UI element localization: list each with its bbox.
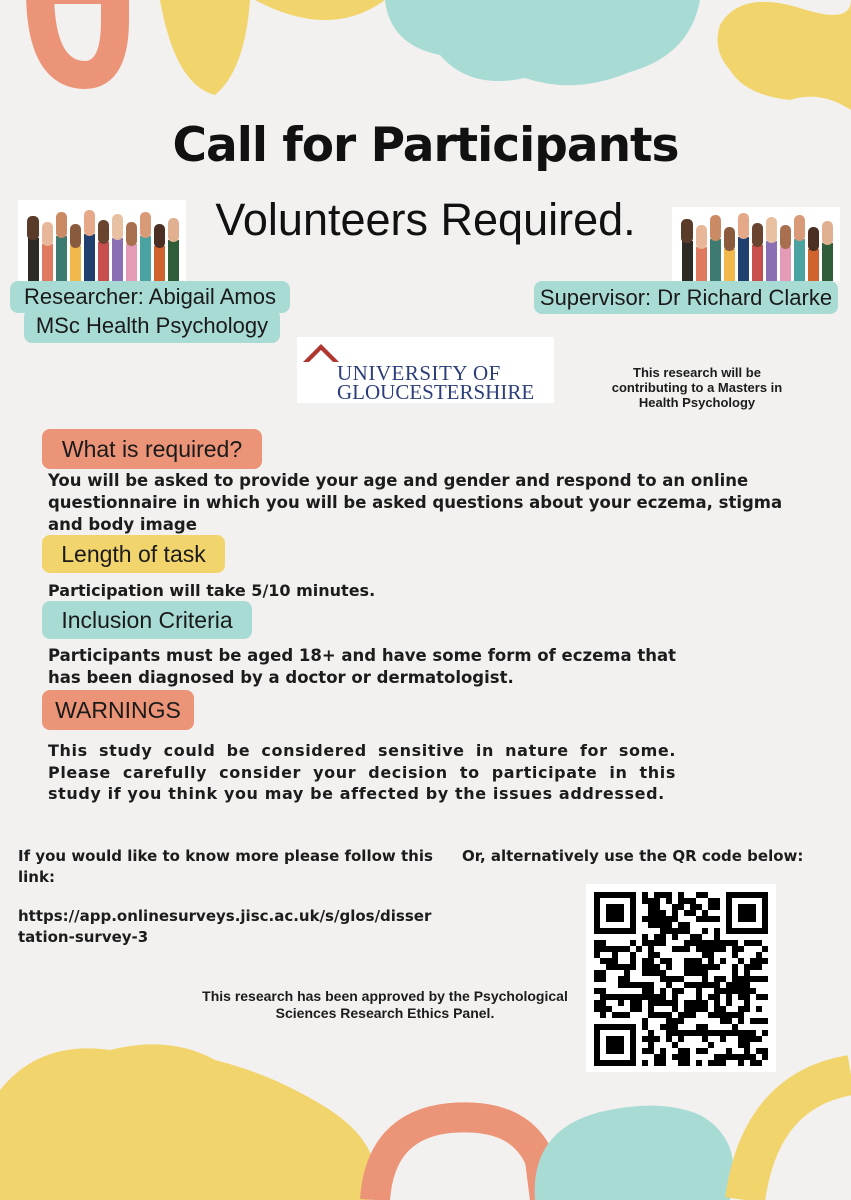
- page-title: Call for Participants: [172, 118, 679, 173]
- heading-length-of-task: Length of task: [42, 535, 225, 573]
- researcher-name: Researcher: Abigail Amos: [10, 281, 290, 313]
- text-what-is-required: You will be asked to provide your age and gender and respond to an online questionnaire in which you will be asked questions about your eczema, stigma and body image: [48, 471, 783, 534]
- salmon-arc-top-left: [40, 0, 115, 75]
- teal-blob-top: [385, 0, 700, 85]
- heading-what-is-required: What is required?: [42, 429, 262, 469]
- yellow-blob-bottom-left: [0, 1044, 375, 1200]
- text-inclusion-criteria: Participants must be aged 18+ and have some form of eczema that has been diagnosed by a doctor or dermatologist.: [48, 646, 677, 687]
- ethics-approval: This research has been approved by the Psychological Sciences Research Ethics Panel.: [202, 988, 568, 1021]
- university-logo: [297, 337, 554, 403]
- logo-text-line1: UNIVERSITY OF: [337, 361, 501, 385]
- survey-link[interactable]: https://app.onlinesurveys.jisc.ac.uk/s/glos/dissertation-survey-3: [18, 907, 432, 946]
- raised-hands-image-left: [18, 200, 186, 282]
- researcher-programme: MSc Health Psychology: [24, 309, 280, 343]
- follow-link-text: If you would like to know more please follow this link:: [18, 847, 433, 886]
- text-length-of-task: Participation will take 5/10 minutes.: [48, 581, 376, 600]
- logo-text-line2: GLOUCESTERSHIRE: [337, 380, 535, 404]
- salmon-arc-bottom: [375, 1117, 545, 1200]
- raised-hands-image-right: [672, 207, 840, 281]
- qr-code[interactable]: [586, 884, 776, 1072]
- qr-code-text: Or, alternatively use the QR code below:: [462, 847, 804, 865]
- page-subtitle: Volunteers Required.: [215, 194, 636, 245]
- text-warnings: This study could be considered sensitive in nature for some. Please carefully consider your decision to participate in this study if you think you may be affected by the issues addressed.: [48, 741, 676, 803]
- heading-inclusion-criteria: Inclusion Criteria: [42, 601, 252, 639]
- qr-code-pattern: [586, 884, 776, 1072]
- logo-roof-icon: [301, 340, 341, 364]
- heading-warnings: WARNINGS: [42, 690, 194, 730]
- yellow-leaf-top: [160, 0, 250, 95]
- yellow-arc-bottom-right: [745, 1075, 851, 1200]
- masters-note: This research will be contributing to a Masters in Health Psychology: [611, 365, 783, 410]
- supervisor-name: Supervisor: Dr Richard Clarke: [534, 281, 838, 314]
- yellow-blob-top-right: [718, 0, 851, 110]
- teal-blob-bottom: [535, 1106, 734, 1200]
- yellow-blob-top: [255, 0, 385, 20]
